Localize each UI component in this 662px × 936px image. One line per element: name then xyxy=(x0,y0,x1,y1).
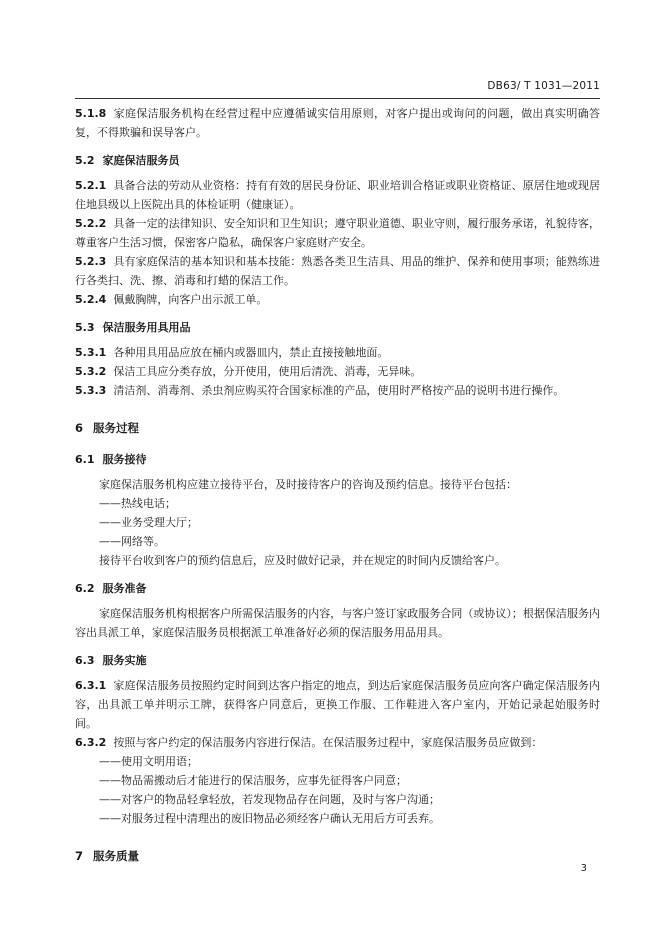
heading-title: 服务过程 xyxy=(93,421,140,435)
heading-number: 7 xyxy=(75,849,84,863)
clause-text: 具备一定的法律知识、安全知识和卫生知识；遵守职业道德、职业守则，履行服务承诺，礼貌待客，尊重客户生活习惯，保密客户隐私，确保客户家庭财产安全。 xyxy=(75,217,600,249)
clause-number: 5.1.8 xyxy=(75,107,107,120)
heading-6-1 xyxy=(75,450,600,469)
list-item: ——对客户的物品轻拿轻放，若发现物品存在问题，及时与客户沟通； xyxy=(99,793,440,806)
heading-number: 6.1 xyxy=(75,453,95,466)
heading-title: 服务实施 xyxy=(102,654,147,667)
heading-number: 5.3 xyxy=(75,321,95,334)
list-item: ——业务受理大厅； xyxy=(99,516,198,529)
clause-5-3-2 xyxy=(75,362,600,381)
list-item: ——热线电话； xyxy=(99,497,176,510)
list-item: ——对服务过程中清理出的废旧物品必须经客户确认无用后方可丢弃。 xyxy=(99,812,440,825)
clause-number: 5.3.3 xyxy=(75,384,107,397)
clause-number: 6.3.2 xyxy=(75,736,107,749)
heading-title: 家庭保洁服务员 xyxy=(102,154,180,167)
heading-title: 服务准备 xyxy=(102,582,147,595)
list-item: ——物品需搬动后才能进行的保洁服务，应事先征得客户同意； xyxy=(99,774,407,787)
heading-6-2 xyxy=(75,579,600,598)
clause-number: 5.2.1 xyxy=(75,179,107,192)
clause-5-1-8 xyxy=(75,104,600,142)
heading-5-3 xyxy=(75,318,600,337)
clause-text: 清洁剂、消毒剂、杀虫剂应购买符合国家标准的产品，使用时严格按产品的说明书进行操作。 xyxy=(113,384,565,397)
heading-number: 5.2 xyxy=(75,154,95,167)
clause-5-2-1 xyxy=(75,176,600,214)
heading-number: 6.2 xyxy=(75,582,95,595)
clause-text: 佩戴胸牌，向客户出示派工单。 xyxy=(113,293,268,306)
paragraph-6-1-intro: 家庭保洁服务机构应建立接待平台，及时接待客户的咨询及预约信息。接待平台包括： xyxy=(99,478,517,491)
heading-7 xyxy=(75,847,600,866)
heading-title: 服务接待 xyxy=(102,453,147,466)
clause-number: 5.3.1 xyxy=(75,346,107,359)
clause-text: 各种用具用品应放在桶内或器皿内，禁止直接接触地面。 xyxy=(113,346,389,359)
page-number: 3 xyxy=(580,863,587,874)
clause-number: 5.2.3 xyxy=(75,255,107,268)
heading-title: 服务质量 xyxy=(93,849,140,863)
clause-5-2-4 xyxy=(75,290,600,309)
clause-number: 5.2.4 xyxy=(75,293,107,306)
paragraph-6-1-after: 接待平台收到客户的预约信息后，应及时做好记录，并在规定的时间内反馈给客户。 xyxy=(99,554,506,567)
clause-number: 6.3.1 xyxy=(75,679,107,692)
heading-5-2 xyxy=(75,151,600,170)
heading-number: 6.3 xyxy=(75,654,95,667)
clause-5-2-2 xyxy=(75,214,600,252)
clause-6-3-2 xyxy=(75,733,600,752)
clause-text: 按照与客户约定的保洁服务内容进行保洁。在保洁服务过程中，家庭保洁服务员应做到： xyxy=(113,736,543,749)
clause-text: 保洁工具应分类存放，分开使用，使用后清洗、消毒，无异味。 xyxy=(113,365,422,378)
list-item: ——网络等。 xyxy=(99,535,165,548)
heading-6-3 xyxy=(75,651,600,670)
document-id: DB63/ T 1031—2011 xyxy=(487,80,600,92)
paragraph-6-2: 家庭保洁服务机构根据客户所需保洁服务的内容，与客户签订家政服务合同（或协议）；根据保洁服务内容出具派工单，家庭保洁服务员根据派工单准备好必须的保洁服务用品用具。 xyxy=(75,607,600,639)
clause-text: 具有家庭保洁的基本知识和基本技能：熟悉各类卫生洁具、用品的维护、保养和使用事项；能熟练进行各类扫、洗、擦、消毒和打蜡的保洁工作。 xyxy=(75,255,600,287)
clause-5-3-1 xyxy=(75,343,600,362)
document-body xyxy=(75,104,600,878)
header-rule xyxy=(75,98,600,99)
clause-text: 具备合法的劳动从业资格：持有有效的居民身份证、职业培训合格证或职业资格证、原居住地或现居住地县级以上医院出具的体检证明（健康证）。 xyxy=(75,179,600,211)
clause-5-2-3 xyxy=(75,252,600,290)
clause-number: 5.3.2 xyxy=(75,365,107,378)
heading-6 xyxy=(75,419,600,438)
clause-5-3-3 xyxy=(75,381,600,400)
heading-number: 6 xyxy=(75,421,84,435)
clause-number: 5.2.2 xyxy=(75,217,107,230)
clause-text: 家庭保洁服务机构在经营过程中应遵循诚实信用原则，对客户提出或询问的问题，做出真实明确答复，不得欺骗和误导客户。 xyxy=(75,107,600,139)
list-item: ——使用文明用语； xyxy=(99,755,198,768)
heading-title: 保洁服务用具用品 xyxy=(102,321,191,334)
clause-text: 家庭保洁服务员按照约定时间到达客户指定的地点，到达后家庭保洁服务员应向客户确定保洁服务内容，出具派工单并明示工牌，获得客户同意后，更换工作服、工作鞋进入客户室内，开始记录起始服务时间。 xyxy=(75,679,600,730)
clause-6-3-1 xyxy=(75,676,600,733)
